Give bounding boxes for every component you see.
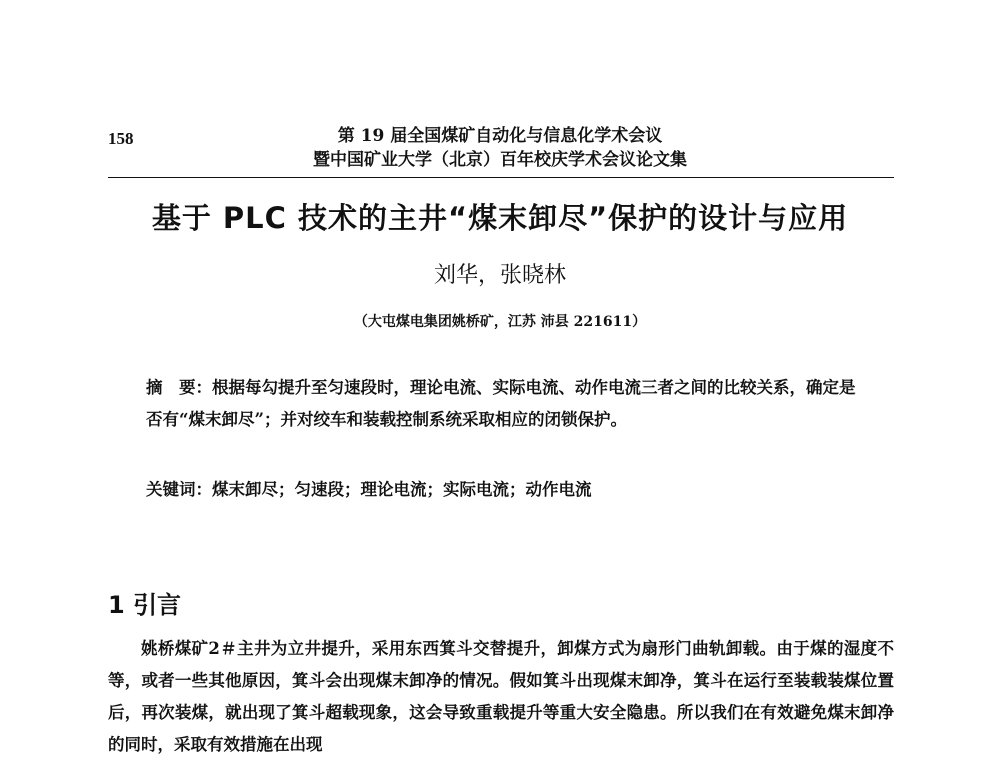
section-number: 1 bbox=[108, 591, 125, 619]
keywords-text: 煤末卸尽；匀速段；理论电流；实际电流；动作电流 bbox=[212, 480, 592, 499]
keywords bbox=[146, 476, 858, 500]
body-paragraph: 姚桥煤矿2＃主井为立井提升，采用东西箕斗交替提升，卸煤方式为扇形门曲轨卸载。由于煤的湿度不等，或者一些其他原因，箕斗会出现煤末卸净的情况。假如箕斗出现煤末卸净，箕斗在运行至装载装煤位置后，再次装煤，就出现了箕斗超载现象，这会导致重载提升等重大安全隐患。所以我们在有效避免煤末卸净的同时，采取有效措施在出现 bbox=[108, 639, 894, 754]
running-header-line1: 第 19 届全国煤矿自动化与信息化学术会议 bbox=[337, 126, 663, 146]
keywords-label: 关键词： bbox=[146, 480, 212, 499]
abstract-label: 摘 要： bbox=[146, 378, 212, 397]
paper-title: 基于 PLC 技术的主井“煤末卸尽”保护的设计与应用 bbox=[151, 201, 849, 235]
page-number: 158 bbox=[108, 129, 134, 148]
affiliation: （大屯煤电集团姚桥矿，江苏 沛县 221611） bbox=[353, 314, 647, 330]
abstract-text: 根据每勾提升至匀速段时，理论电流、实际电流、动作电流三者之间的比较关系，确定是否有“煤末卸尽”；并对绞车和装载控制系统采取相应的闭锁保护。 bbox=[146, 378, 856, 429]
abstract bbox=[146, 372, 858, 436]
running-header-line2: 暨中国矿业大学（北京）百年校庆学术会议论文集 bbox=[313, 150, 687, 170]
header-divider bbox=[108, 177, 894, 178]
section-heading bbox=[108, 585, 181, 620]
section-title: 引言 bbox=[133, 591, 182, 619]
authors: 刘华，张晓林 bbox=[433, 263, 566, 288]
running-header bbox=[250, 124, 750, 172]
